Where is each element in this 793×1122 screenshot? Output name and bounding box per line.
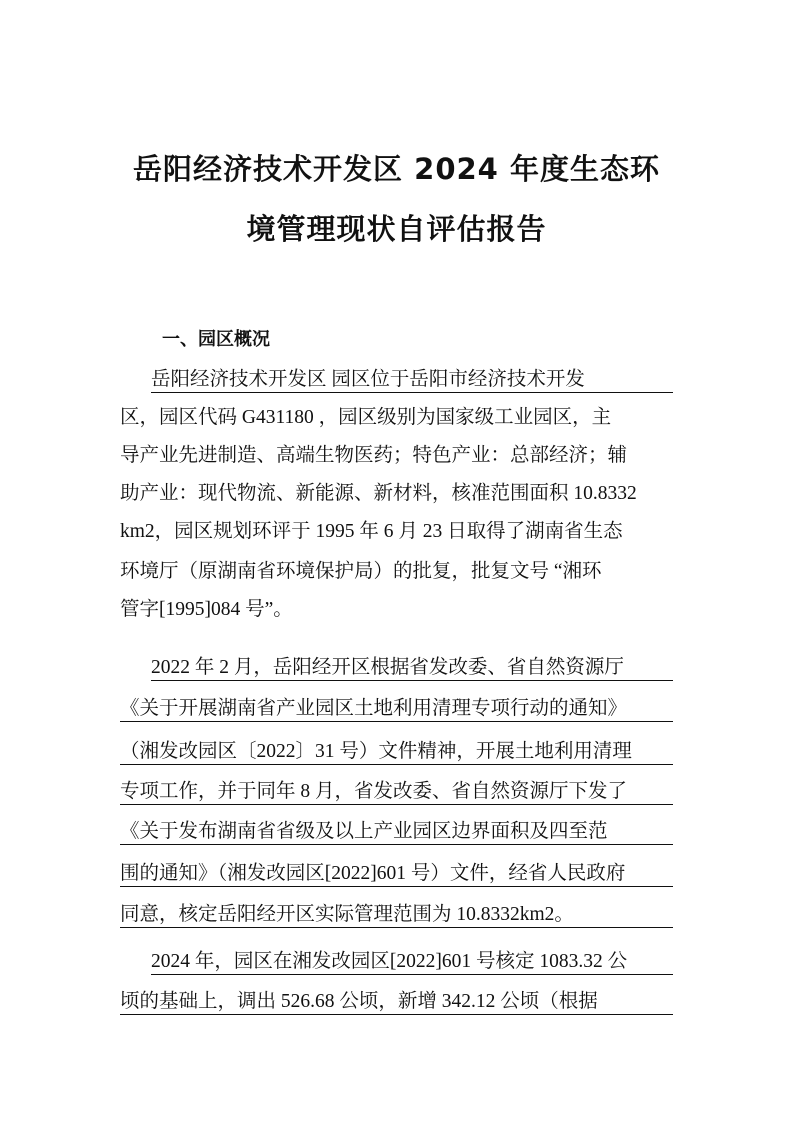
paragraph-2-line-2: 《关于开展湖南省产业园区土地利用清理专项行动的通知》	[120, 697, 673, 722]
paragraph-1-line-5: km2，园区规划环评于 1995 年 6 月 23 日取得了湖南省生态	[120, 521, 623, 542]
paragraph-1-line-4: 助产业：现代物流、新能源、新材料，核准范围面积 10.8332	[120, 483, 637, 504]
section-heading: 一、园区概况	[162, 329, 270, 350]
paragraph-1-line-7: 管字[1995]084 号”。	[120, 599, 293, 620]
paragraph-3-line-2: 顷的基础上，调出 526.68 公顷，新增 342.12 公顷（根据	[120, 990, 673, 1015]
paragraph-1-line-1: 岳阳经济技术开发区 园区位于岳阳市经济技术开发	[151, 368, 673, 393]
paragraph-2-line-3: （湘发改园区〔2022〕31 号）文件精神，开展土地利用清理	[120, 740, 673, 765]
report-title-line-2: 境管理现状自评估报告	[246, 212, 547, 246]
report-title-line-1: 岳阳经济技术开发区 2024 年度生态环	[133, 152, 660, 186]
paragraph-2-line-1: 2022 年 2 月，岳阳经开区根据省发改委、省自然资源厅	[151, 656, 673, 681]
paragraph-2-line-5: 《关于发布湖南省省级及以上产业园区边界面积及四至范	[120, 820, 673, 845]
paragraph-2-line-4: 专项工作，并于同年 8 月，省发改委、省自然资源厅下发了	[120, 780, 673, 805]
paragraph-1-line-2: 区，园区代码 G431180 ，园区级别为国家级工业园区，主	[120, 407, 612, 428]
paragraph-1-line-6: 环境厅（原湖南省环境保护局）的批复，批复文号 “湘环	[120, 561, 602, 582]
paragraph-2-line-7: 同意，核定岳阳经开区实际管理范围为 10.8332km2。	[120, 903, 673, 928]
paragraph-3-line-1: 2024 年，园区在湘发改园区[2022]601 号核定 1083.32 公	[151, 950, 673, 975]
paragraph-2-line-6: 围的通知》（湘发改园区[2022]601 号）文件，经省人民政府	[120, 862, 673, 887]
paragraph-1-line-3: 导产业先进制造、高端生物医药；特色产业：总部经济；辅	[120, 445, 628, 466]
